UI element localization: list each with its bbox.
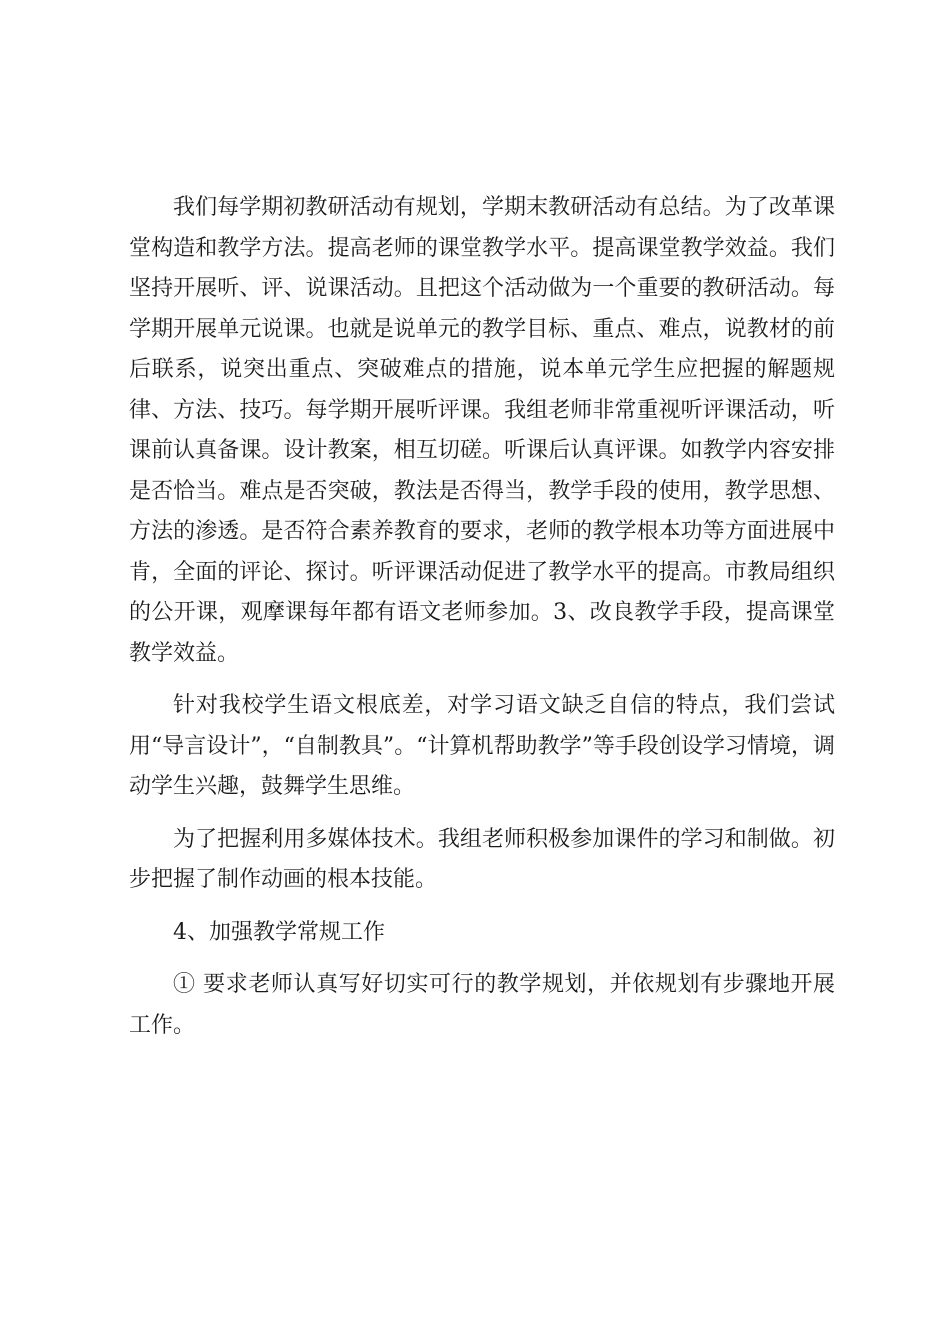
- paragraph-teaching-means: 针对我校学生语文根底差，对学习语文缺乏自信的特点，我们尝试用“导言设计”，“自制教具”。“计算机帮助教学”等手段创设学习情境，调动学生兴趣，鼓舞学生思维。: [129, 693, 835, 799]
- paragraph-teaching-plan: ① 要求老师认真写好切实可行的教学规划，并依规划有步骤地开展工作。: [129, 972, 835, 1038]
- section-heading-routine-work: 4、加强教学常规工作: [173, 919, 385, 945]
- document-body: [129, 188, 835, 1058]
- paragraph-multimedia: 为了把握利用多媒体技术。我组老师积极参加课件的学习和制做。初步把握了制作动画的根本技能。: [129, 826, 835, 892]
- paragraph-teaching-research: 我们每学期初教研活动有规划，学期末教研活动有总结。为了改革课堂构造和教学方法。提高老师的课堂教学水平。提高课堂教学效益。我们坚持开展听、评、说课活动。且把这个活动做为一个重要的教研活动。每学期开展单元说课。也就是说单元的教学目标、重点、难点，说教材的前后联系，说突出重点、突破难点的措施，说本单元学生应把握的解题规律、方法、技巧。每学期开展听评课。我组老师非常重视听评课活动，听课前认真备课。设计教案，相互切磋。听课后认真评课。如教学内容安排是否恰当。难点是否突破，教法是否得当，教学手段的使用，教学思想、方法的渗透。是否符合素养教育的要求，老师的教学根本功等方面进展中肯，全面的评论、探讨。听评课活动促进了教学水平的提高。市教局组织的公开课，观摩课每年都有语文老师参加。3、改良教学手段，提高课堂教学效益。: [129, 195, 835, 666]
